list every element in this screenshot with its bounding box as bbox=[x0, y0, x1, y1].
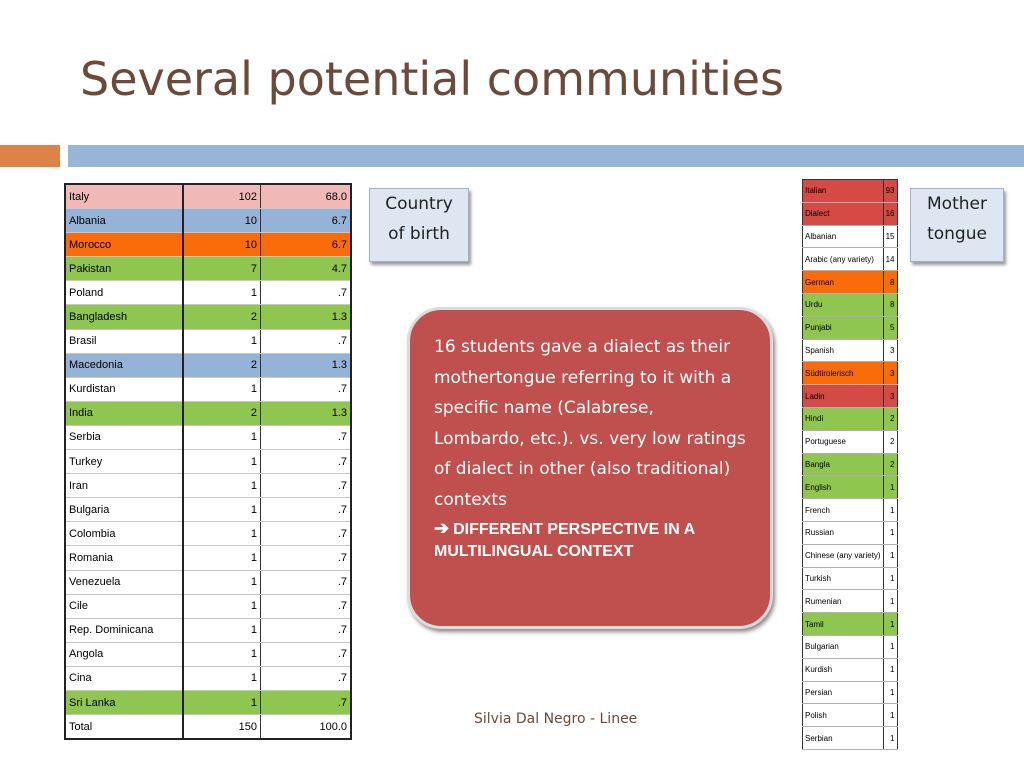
country-count-cell: 1 bbox=[183, 666, 261, 690]
country-row bbox=[65, 498, 351, 522]
language-row bbox=[803, 704, 898, 727]
language-row bbox=[803, 407, 898, 430]
country-percent-cell: .7 bbox=[261, 690, 352, 714]
country-count-cell: 1 bbox=[183, 546, 261, 570]
country-name-cell: Italy bbox=[65, 184, 183, 209]
country-name-cell: Macedonia bbox=[65, 353, 183, 377]
country-row bbox=[65, 642, 351, 666]
country-count-cell: 1 bbox=[183, 281, 261, 305]
country-row bbox=[65, 570, 351, 594]
country-row bbox=[65, 425, 351, 449]
country-count-cell: 1 bbox=[183, 498, 261, 522]
language-row bbox=[803, 499, 898, 522]
country-count-cell: 7 bbox=[183, 257, 261, 281]
country-row bbox=[65, 377, 351, 401]
language-name-cell: Rumenian bbox=[803, 590, 884, 613]
country-count-cell: 2 bbox=[183, 401, 261, 425]
language-count-cell: 3 bbox=[883, 339, 897, 362]
country-name-cell: Serbia bbox=[65, 425, 183, 449]
country-name-cell: Angola bbox=[65, 642, 183, 666]
language-name-cell: Portuguese bbox=[803, 430, 884, 453]
country-row bbox=[65, 450, 351, 474]
country-row bbox=[65, 353, 351, 377]
language-row bbox=[803, 521, 898, 544]
language-name-cell: Tamil bbox=[803, 613, 884, 636]
country-percent-cell: 1.3 bbox=[261, 401, 352, 425]
dialect-note-text: 16 students gave a dialect as their mothertongue referring to it with a specific name (Calabrese, Lombardo, etc.). vs. very low ratings of dialect in other (also traditional) contexts bbox=[434, 337, 746, 510]
country-row bbox=[65, 257, 351, 281]
country-percent-cell: .7 bbox=[261, 546, 352, 570]
language-name-cell: English bbox=[803, 476, 884, 499]
language-name-cell: Serbian bbox=[803, 727, 884, 750]
country-row bbox=[65, 184, 351, 209]
callout-country-line2: of birth bbox=[388, 224, 450, 244]
language-name-cell: Ladin bbox=[803, 385, 884, 408]
country-percent-cell: 68.0 bbox=[261, 184, 352, 209]
slide-title: Several potential communities bbox=[80, 52, 784, 106]
language-count-cell: 8 bbox=[883, 271, 897, 294]
callout-country-of-birth bbox=[369, 188, 469, 262]
language-name-cell: Spanish bbox=[803, 339, 884, 362]
language-name-cell: German bbox=[803, 271, 884, 294]
language-name-cell: Südtirolerisch bbox=[803, 362, 884, 385]
country-name-cell: Total bbox=[65, 715, 183, 740]
language-count-cell: 1 bbox=[883, 476, 897, 499]
country-percent-cell: .7 bbox=[261, 522, 352, 546]
country-name-cell: Iran bbox=[65, 474, 183, 498]
country-row bbox=[65, 594, 351, 618]
language-name-cell: Arabic (any variety) bbox=[803, 248, 884, 271]
footer-author: Silvia Dal Negro - Linee bbox=[474, 711, 638, 727]
language-name-cell: Bulgarian bbox=[803, 635, 884, 658]
accent-bar-orange bbox=[0, 145, 60, 167]
country-percent-cell: 1.3 bbox=[261, 305, 352, 329]
language-name-cell: French bbox=[803, 499, 884, 522]
country-count-cell: 2 bbox=[183, 305, 261, 329]
language-count-cell: 2 bbox=[883, 430, 897, 453]
country-row bbox=[65, 305, 351, 329]
mother-tongue-table bbox=[802, 179, 898, 750]
country-percent-cell: .7 bbox=[261, 329, 352, 353]
country-name-cell: Bulgaria bbox=[65, 498, 183, 522]
country-percent-cell: .7 bbox=[261, 642, 352, 666]
country-name-cell: Pakistan bbox=[65, 257, 183, 281]
country-count-cell: 1 bbox=[183, 377, 261, 401]
country-count-cell: 1 bbox=[183, 329, 261, 353]
country-count-cell: 1 bbox=[183, 522, 261, 546]
country-count-cell: 10 bbox=[183, 209, 261, 233]
language-name-cell: Urdu bbox=[803, 293, 884, 316]
language-count-cell: 1 bbox=[883, 544, 897, 567]
country-row bbox=[65, 522, 351, 546]
callout-mother-line2: tongue bbox=[927, 224, 987, 244]
language-name-cell: Turkish bbox=[803, 567, 884, 590]
country-count-cell: 150 bbox=[183, 715, 261, 740]
country-name-cell: Kurdistan bbox=[65, 377, 183, 401]
country-count-cell: 102 bbox=[183, 184, 261, 209]
country-row bbox=[65, 618, 351, 642]
language-row bbox=[803, 180, 898, 203]
country-percent-cell: 6.7 bbox=[261, 209, 352, 233]
language-name-cell: Italian bbox=[803, 180, 884, 203]
country-name-cell: Poland bbox=[65, 281, 183, 305]
language-count-cell: 8 bbox=[883, 293, 897, 316]
country-row bbox=[65, 401, 351, 425]
country-name-cell: Cile bbox=[65, 594, 183, 618]
country-percent-cell: .7 bbox=[261, 377, 352, 401]
language-row bbox=[803, 316, 898, 339]
language-name-cell: Chinese (any variety) bbox=[803, 544, 884, 567]
country-count-cell: 10 bbox=[183, 233, 261, 257]
language-count-cell: 1 bbox=[883, 499, 897, 522]
country-row bbox=[65, 474, 351, 498]
country-name-cell: Turkey bbox=[65, 450, 183, 474]
country-count-cell: 1 bbox=[183, 690, 261, 714]
country-row bbox=[65, 329, 351, 353]
language-row bbox=[803, 271, 898, 294]
country-percent-cell: 100.0 bbox=[261, 715, 352, 740]
language-count-cell: 3 bbox=[883, 385, 897, 408]
dialect-note-emphasis-text: DIFFERENT PERSPECTIVE IN A MULTILINGUAL CONTEXT bbox=[434, 521, 695, 560]
country-percent-cell: .7 bbox=[261, 570, 352, 594]
language-row bbox=[803, 613, 898, 636]
country-name-cell: Morocco bbox=[65, 233, 183, 257]
language-row bbox=[803, 567, 898, 590]
country-percent-cell: 6.7 bbox=[261, 233, 352, 257]
language-row bbox=[803, 544, 898, 567]
language-count-cell: 1 bbox=[883, 635, 897, 658]
language-row bbox=[803, 293, 898, 316]
country-percent-cell: 4.7 bbox=[261, 257, 352, 281]
language-count-cell: 5 bbox=[883, 316, 897, 339]
language-row bbox=[803, 681, 898, 704]
right-arrow-icon: ➔ bbox=[434, 518, 450, 538]
country-name-cell: Bangladesh bbox=[65, 305, 183, 329]
language-row bbox=[803, 362, 898, 385]
country-percent-cell: .7 bbox=[261, 425, 352, 449]
country-count-cell: 1 bbox=[183, 570, 261, 594]
language-name-cell: Hindi bbox=[803, 407, 884, 430]
language-count-cell: 14 bbox=[883, 248, 897, 271]
callout-mother-line1: Mother bbox=[927, 194, 987, 214]
country-percent-cell: .7 bbox=[261, 281, 352, 305]
country-count-cell: 2 bbox=[183, 353, 261, 377]
country-percent-cell: .7 bbox=[261, 594, 352, 618]
country-name-cell: India bbox=[65, 401, 183, 425]
country-name-cell: Brasil bbox=[65, 329, 183, 353]
country-percent-cell: .7 bbox=[261, 666, 352, 690]
language-count-cell: 2 bbox=[883, 453, 897, 476]
country-name-cell: Venezuela bbox=[65, 570, 183, 594]
language-row bbox=[803, 476, 898, 499]
language-row bbox=[803, 225, 898, 248]
dialect-note-emphasis bbox=[434, 517, 746, 563]
dialect-note-box bbox=[407, 307, 773, 629]
language-row bbox=[803, 635, 898, 658]
language-name-cell: Bangla bbox=[803, 453, 884, 476]
country-percent-cell: 1.3 bbox=[261, 353, 352, 377]
country-row bbox=[65, 233, 351, 257]
country-count-cell: 1 bbox=[183, 474, 261, 498]
language-count-cell: 1 bbox=[883, 681, 897, 704]
country-name-cell: Colombia bbox=[65, 522, 183, 546]
language-name-cell: Albanian bbox=[803, 225, 884, 248]
country-count-cell: 1 bbox=[183, 450, 261, 474]
language-count-cell: 2 bbox=[883, 407, 897, 430]
country-percent-cell: .7 bbox=[261, 618, 352, 642]
country-name-cell: Sri Lanka bbox=[65, 690, 183, 714]
country-name-cell: Rep. Dominicana bbox=[65, 618, 183, 642]
language-row bbox=[803, 658, 898, 681]
language-row bbox=[803, 590, 898, 613]
language-row bbox=[803, 385, 898, 408]
language-count-cell: 1 bbox=[883, 613, 897, 636]
language-count-cell: 1 bbox=[883, 727, 897, 750]
country-of-birth-table bbox=[64, 183, 352, 740]
language-name-cell: Russian bbox=[803, 521, 884, 544]
country-percent-cell: .7 bbox=[261, 450, 352, 474]
country-row bbox=[65, 281, 351, 305]
language-count-cell: 1 bbox=[883, 567, 897, 590]
country-count-cell: 1 bbox=[183, 594, 261, 618]
callout-mother-tongue bbox=[910, 188, 1004, 262]
language-count-cell: 1 bbox=[883, 658, 897, 681]
country-percent-cell: .7 bbox=[261, 474, 352, 498]
language-count-cell: 1 bbox=[883, 590, 897, 613]
country-row bbox=[65, 209, 351, 233]
language-row bbox=[803, 430, 898, 453]
language-name-cell: Dialect bbox=[803, 202, 884, 225]
callout-country-line1: Country bbox=[385, 194, 453, 214]
country-percent-cell: .7 bbox=[261, 498, 352, 522]
country-row bbox=[65, 715, 351, 740]
language-row bbox=[803, 453, 898, 476]
country-row bbox=[65, 690, 351, 714]
language-count-cell: 3 bbox=[883, 362, 897, 385]
language-name-cell: Punjabi bbox=[803, 316, 884, 339]
country-row bbox=[65, 546, 351, 570]
language-count-cell: 16 bbox=[883, 202, 897, 225]
language-name-cell: Persian bbox=[803, 681, 884, 704]
country-name-cell: Albania bbox=[65, 209, 183, 233]
country-count-cell: 1 bbox=[183, 642, 261, 666]
language-count-cell: 15 bbox=[883, 225, 897, 248]
country-name-cell: Romania bbox=[65, 546, 183, 570]
language-row bbox=[803, 339, 898, 362]
language-count-cell: 1 bbox=[883, 704, 897, 727]
country-name-cell: Cina bbox=[65, 666, 183, 690]
language-row bbox=[803, 202, 898, 225]
language-name-cell: Kurdish bbox=[803, 658, 884, 681]
language-row bbox=[803, 248, 898, 271]
language-name-cell: Polish bbox=[803, 704, 884, 727]
language-row bbox=[803, 727, 898, 750]
country-row bbox=[65, 666, 351, 690]
accent-bar-blue bbox=[68, 145, 1024, 167]
country-count-cell: 1 bbox=[183, 618, 261, 642]
language-count-cell: 1 bbox=[883, 521, 897, 544]
language-count-cell: 93 bbox=[883, 180, 897, 203]
country-count-cell: 1 bbox=[183, 425, 261, 449]
